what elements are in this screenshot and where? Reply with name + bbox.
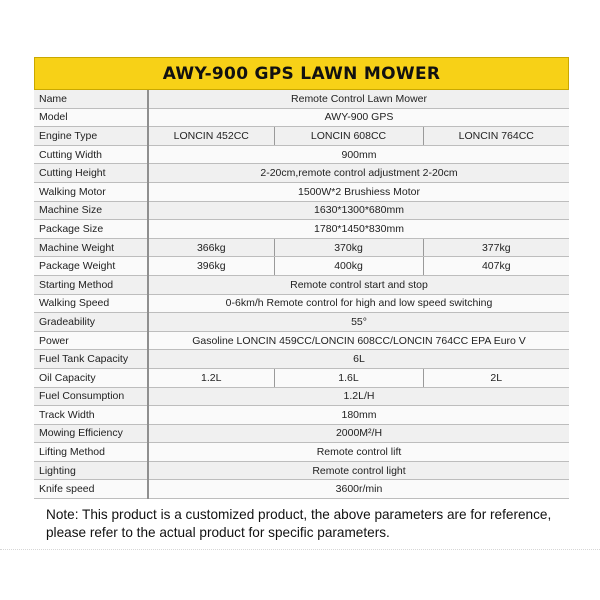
spec-label: Walking Speed: [34, 294, 148, 313]
spec-row: [34, 313, 569, 332]
spec-label: Starting Method: [34, 275, 148, 294]
spec-row: [34, 201, 569, 220]
spec-row: [34, 387, 569, 406]
spec-value: 400kg: [274, 257, 423, 276]
spec-value: 366kg: [148, 238, 274, 257]
spec-label: Track Width: [34, 406, 148, 425]
spec-label: Oil Capacity: [34, 368, 148, 387]
spec-value: 1.2L/H: [148, 387, 569, 406]
spec-row: [34, 461, 569, 480]
disclaimer-note: Note: This product is a customized product, the above parameters are for reference, please refer to the actual product for specific parameters.: [46, 507, 552, 540]
spec-value: LONCIN 608CC: [274, 127, 423, 146]
spec-row: [34, 220, 569, 239]
spec-row: [34, 108, 569, 127]
spec-value: 55°: [148, 313, 569, 332]
spec-row: [34, 257, 569, 276]
spec-value: 2000M²/H: [148, 424, 569, 443]
spec-row: [34, 350, 569, 369]
spec-row: [34, 424, 569, 443]
spec-row: [34, 182, 569, 201]
spec-label: Engine Type: [34, 127, 148, 146]
spec-label: Knife speed: [34, 480, 148, 499]
spec-row: [34, 145, 569, 164]
spec-row: [34, 331, 569, 350]
spec-value: 900mm: [148, 145, 569, 164]
spec-label: Package Size: [34, 220, 148, 239]
spec-value: 1630*1300*680mm: [148, 201, 569, 220]
spec-label: Cutting Height: [34, 164, 148, 183]
spec-label: Gradeability: [34, 313, 148, 332]
spec-value: 1.2L: [148, 368, 274, 387]
spec-label: Mowing Efficiency: [34, 424, 148, 443]
spec-row: [34, 238, 569, 257]
spec-label: Machine Weight: [34, 238, 148, 257]
spec-value: Remote Control Lawn Mower: [148, 90, 569, 108]
spec-label: Cutting Width: [34, 145, 148, 164]
spec-label: Model: [34, 108, 148, 127]
spec-label: Lifting Method: [34, 443, 148, 462]
spec-row: [34, 406, 569, 425]
spec-label: Power: [34, 331, 148, 350]
spec-row: [34, 275, 569, 294]
spec-row: [34, 368, 569, 387]
spec-value: 2L: [423, 368, 569, 387]
spec-row: [34, 164, 569, 183]
spec-sheet: [34, 57, 569, 499]
spec-row: [34, 294, 569, 313]
spec-value: 1500W*2 Brushiess Motor: [148, 182, 569, 201]
spec-table: [34, 90, 569, 499]
spec-label: Machine Size: [34, 201, 148, 220]
spec-value: AWY-900 GPS: [148, 108, 569, 127]
spec-label: Fuel Tank Capacity: [34, 350, 148, 369]
spec-value: 2-20cm,remote control adjustment 2-20cm: [148, 164, 569, 183]
spec-value: Gasoline LONCIN 459CC/LONCIN 608CC/LONCIN 764CC EPA Euro V: [148, 331, 569, 350]
spec-value: Remote control light: [148, 461, 569, 480]
spec-row: [34, 90, 569, 108]
spec-row: [34, 443, 569, 462]
spec-value: 6L: [148, 350, 569, 369]
spec-label: Walking Motor: [34, 182, 148, 201]
dotted-divider: [0, 549, 600, 550]
spec-value: 396kg: [148, 257, 274, 276]
spec-value: LONCIN 764CC: [423, 127, 569, 146]
spec-row: [34, 480, 569, 499]
spec-value: 180mm: [148, 406, 569, 425]
spec-label: Name: [34, 90, 148, 108]
spec-label: Lighting: [34, 461, 148, 480]
spec-row: [34, 127, 569, 146]
spec-value: 1780*1450*830mm: [148, 220, 569, 239]
spec-value: 3600r/min: [148, 480, 569, 499]
spec-value: 0-6km/h Remote control for high and low speed switching: [148, 294, 569, 313]
spec-title: AWY-900 GPS LAWN MOWER: [34, 57, 569, 90]
spec-label: Fuel Consumption: [34, 387, 148, 406]
spec-value: 370kg: [274, 238, 423, 257]
spec-value: 377kg: [423, 238, 569, 257]
spec-value: LONCIN 452CC: [148, 127, 274, 146]
spec-label: Package Weight: [34, 257, 148, 276]
spec-value: 1.6L: [274, 368, 423, 387]
spec-value: 407kg: [423, 257, 569, 276]
spec-value: Remote control start and stop: [148, 275, 569, 294]
spec-value: Remote control lift: [148, 443, 569, 462]
